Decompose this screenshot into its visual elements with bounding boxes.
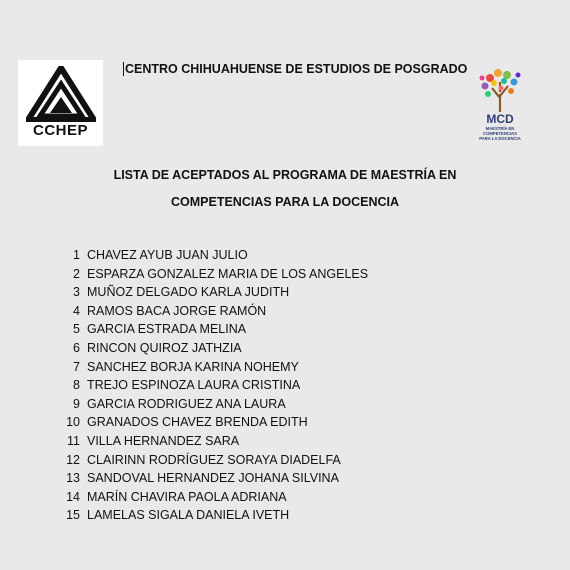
accepted-list (60, 246, 368, 525)
mcd-logo-text: MCD (486, 112, 514, 126)
list-item: 11 VILLA HERNANDEZ SARA (67, 433, 240, 448)
list-item: 8 TREJO ESPINOZA LAURA CRISTINA (73, 378, 301, 393)
list-item: 4 RAMOS BACA JORGE RAMÓN (73, 303, 267, 318)
list-item: 5 GARCIA ESTRADA MELINA (73, 322, 247, 337)
list-item: 7 SANCHEZ BORJA KARINA NOHEMY (73, 359, 299, 374)
list-item: 10 GRANADOS CHAVEZ BRENDA EDITH (66, 415, 308, 430)
document-title-line-2: COMPETENCIAS PARA LA DOCENCIA (170, 195, 399, 209)
institution-name: CENTRO CHIHUAHUENSE DE ESTUDIOS DE POSGRADO (125, 62, 468, 76)
list-item: 6 RINCON QUIROZ JATHZIA (73, 340, 242, 355)
tree-logo-icon (470, 66, 530, 114)
list-item: 12 CLAIRINN RODRÍGUEZ SORAYA DIADELFA (66, 452, 341, 467)
cchep-logo (18, 60, 103, 146)
triangle-logo-icon (26, 66, 96, 122)
logo-left-text: CCHEP (32, 122, 88, 139)
list-item: 2 ESPARZA GONZALEZ MARIA DE LOS ANGELES (73, 266, 369, 281)
document-title-line-1: LISTA DE ACEPTADOS AL PROGRAMA DE MAESTRÍA EN (113, 168, 457, 182)
list-item: 3 MUÑOZ DELGADO KARLA JUDITH (73, 285, 290, 300)
list-item: 14 MARÍN CHAVIRA PAOLA ADRIANA (66, 489, 287, 504)
list-item: 1 CHAVEZ AYUB JUAN JULIO (73, 248, 248, 262)
list-item: 13 SANDOVAL HERNANDEZ JOHANA SILVINA (66, 471, 339, 486)
list-item: 9 GARCIA RODRIGUEZ ANA LAURA (73, 396, 286, 411)
list-item: 15 LAMELAS SIGALA DANIELA IVETH (66, 508, 290, 523)
mcd-logo-subtitle: MAESTRÍA EN COMPETENCIAS PARA LA DOCENCIA (479, 126, 521, 141)
mcd-logo (470, 66, 530, 146)
